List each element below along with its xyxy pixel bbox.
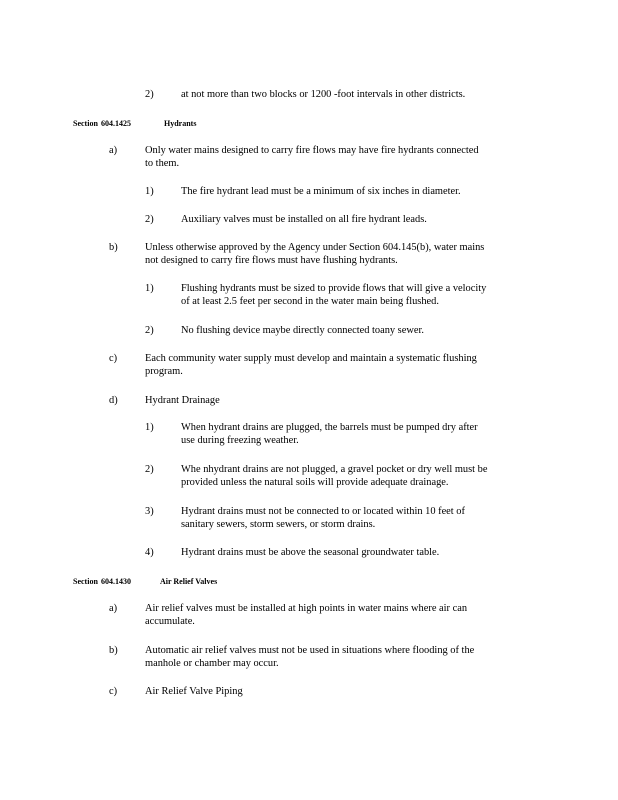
item-text: Air Relief Valve Piping — [145, 686, 243, 697]
item-label: a) — [109, 603, 118, 614]
item-text: No flushing device maybe directly connected toany sewer. — [181, 325, 424, 336]
item-text: Hydrant Drainage — [145, 395, 220, 406]
item-text: use during freezing weather. — [181, 435, 299, 446]
item-label: c) — [109, 353, 118, 364]
item-text: Hydrant drains must not be connected to or located within 10 feet of — [181, 506, 465, 517]
item-text: Hydrant drains must be above the seasonal groundwater table. — [181, 547, 440, 558]
item-label: 1) — [145, 186, 154, 197]
item-text: Only water mains designed to carry fire flows may have fire hydrants connected — [145, 145, 479, 156]
item-text: Flushing hydrants must be sized to provide flows that will give a velocity — [181, 283, 487, 294]
item-text: Unless otherwise approved by the Agency under Section 604.145(b), water mains — [145, 242, 485, 253]
item-label: 4) — [145, 547, 154, 558]
section-number: 604.1425 — [101, 119, 131, 128]
item-label: 2) — [145, 464, 154, 475]
item-text: not designed to carry fire flows must have flushing hydrants. — [145, 255, 398, 266]
item-text: at not more than two blocks or 1200 -foot intervals in other districts. — [181, 89, 466, 100]
item-text: Air relief valves must be installed at high points in water mains where air can — [145, 603, 468, 614]
item-text: Whe nhydrant drains are not plugged, a gravel pocket or dry well must be — [181, 464, 488, 475]
item-text: of at least 2.5 feet per second in the water main being flushed. — [181, 296, 439, 307]
item-text: manhole or chamber may occur. — [145, 658, 279, 669]
item-label: b) — [109, 242, 118, 253]
item-label: 2) — [145, 89, 154, 100]
item-label: d) — [109, 395, 118, 406]
section-title: Air Relief Valves — [160, 577, 218, 586]
item-label: 2) — [145, 214, 154, 225]
item-text: Each community water supply must develop and maintain a systematic flushing — [145, 353, 477, 364]
item-text: Auxiliary valves must be installed on all fire hydrant leads. — [181, 214, 427, 225]
item-text: accumulate. — [145, 616, 195, 627]
section-label: Section — [73, 577, 98, 586]
item-text: provided unless the natural soils will provide adequate drainage. — [181, 477, 449, 488]
section-label: Section — [73, 119, 98, 128]
item-label: c) — [109, 686, 118, 697]
item-text: to them. — [145, 158, 180, 169]
item-text: Automatic air relief valves must not be used in situations where flooding of the — [145, 645, 475, 656]
section-title: Hydrants — [164, 119, 197, 128]
item-text: program. — [145, 366, 183, 377]
item-label: 2) — [145, 325, 154, 336]
item-text: When hydrant drains are plugged, the barrels must be pumped dry after — [181, 422, 478, 433]
item-label: b) — [109, 645, 118, 656]
item-label: 3) — [145, 506, 154, 517]
item-text: sanitary sewers, storm sewers, or storm drains. — [181, 519, 376, 530]
section-number: 604.1430 — [101, 577, 131, 586]
item-label: a) — [109, 145, 118, 156]
item-text: The fire hydrant lead must be a minimum of six inches in diameter. — [181, 186, 461, 197]
item-label: 1) — [145, 422, 154, 433]
item-label: 1) — [145, 283, 154, 294]
